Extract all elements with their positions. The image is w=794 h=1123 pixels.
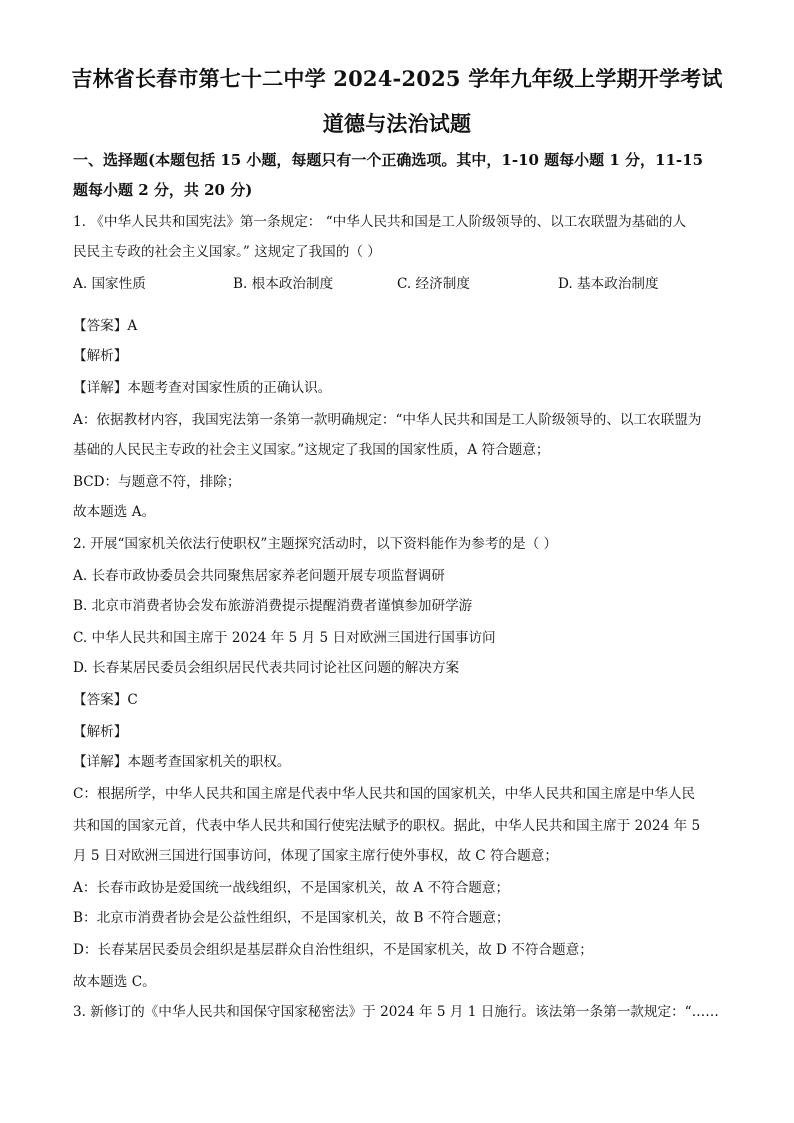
q2-option-d: D. 长春某居民委员会组织居民代表共同讨论社区问题的解决方案 [73,660,460,676]
q2-conclusion: 故本题选 C。 [73,974,156,990]
q2-explanation-line1: C：根据所学，中华人民共和国主席是代表中华人民共和国的国家机关，中华人民共和国主席是中华人民 [73,786,696,802]
q1-analysis-label: 【解析】 [73,348,128,364]
q2-detail: 【详解】本题考查国家机关的职权。 [73,754,291,770]
q1-detail: 【详解】本题考查对国家性质的正确认识。 [73,380,332,396]
q3-stem: 3. 新修订的《中华人民共和国保守国家秘密法》于 2024 年 5 月 1 日施行。该法第一条第一款规定：“…… [73,1004,719,1020]
q2-explanation-line3: 月 5 日对欧洲三国进行国事访问，体现了国家主席行使外事权，故 C 符合题意； [73,848,558,864]
q1-answer: 【答案】A [73,318,138,334]
q2-analysis-label: 【解析】 [73,724,128,740]
q1-conclusion: 故本题选 A。 [73,504,156,520]
q2-explanation-line2: 共和国的国家元首，代表中华人民共和国行使宪法赋予的职权。据此，中华人民共和国主席于 2024 年 5 [73,818,701,834]
q1-explanation-line1: A：依据教材内容，我国宪法第一条第一款明确规定：“中华人民共和国是工人阶级领导的、以工农联盟为 [73,412,702,428]
q1-option-a: A. 国家性质 [73,276,146,292]
q1-stem-line2: 民民主专政的社会主义国家。” 这规定了我国的（ ） [73,244,381,260]
section-heading-line2: 题每小题 2 分，共 20 分) [73,181,253,199]
q1-option-b: B. 根本政治制度 [233,276,334,292]
document-title-line1: 吉林省长春市第七十二中学 2024-2025 学年九年级上学期开学考试 [71,66,723,91]
q2-option-b: B. 北京市消费者协会发布旅游消费提示提醒消费者谨慎参加研学游 [73,598,473,614]
q2-option-a: A. 长春市政协委员会共同聚焦居家养老问题开展专项监督调研 [73,568,445,584]
q1-option-d: D. 基本政治制度 [558,276,659,292]
document-title-line2: 道德与法治试题 [322,111,472,136]
q2-explanation-line4: A：长春市政协是爱国统一战线组织，不是国家机关，故 A 不符合题意； [73,880,510,896]
q2-explanation-line6: D：长春某居民委员会组织是基层群众自治性组织，不是国家机关，故 D 不符合题意； [73,942,593,958]
q1-option-c: C. 经济制度 [397,276,470,292]
q1-explanation-line3: BCD：与题意不符，排除； [73,474,241,490]
q2-stem: 2. 开展“国家机关依法行使职权”主题探究活动时，以下资料能作为参考的是（ ） [73,536,558,552]
section-heading-line1: 一、选择题(本题包括 15 小题，每题只有一个正确选项。其中，1-10 题每小题 1 分，11-15 [73,151,704,169]
q2-explanation-line5: B：北京市消费者协会是公益性组织，不是国家机关，故 B 不符合题意； [73,910,510,926]
q1-explanation-line2: 基础的人民民主专政的社会主义国家。”这规定了我国的国家性质，A 符合题意； [73,442,550,458]
q2-answer: 【答案】C [73,692,138,708]
q1-stem-line1: 1. 《中华人民共和国宪法》第一条规定： “中华人民共和国是工人阶级领导的、以工农联盟为基础的人 [73,214,687,230]
q2-option-c: C. 中华人民共和国主席于 2024 年 5 月 5 日对欧洲三国进行国事访问 [73,630,496,646]
